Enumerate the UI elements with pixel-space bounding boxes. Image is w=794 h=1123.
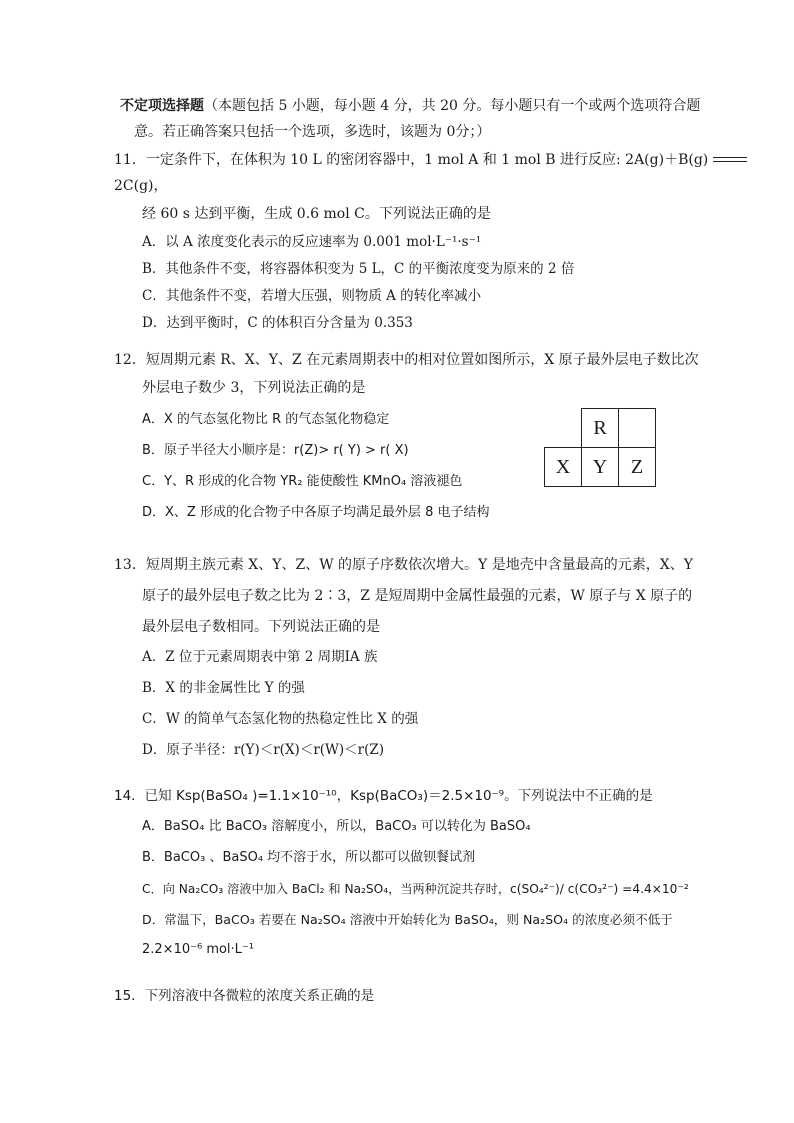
q11-option-a: A．以 A 浓度变化表示的反应速率为 0.001 mol·L⁻¹·s⁻¹ — [142, 234, 482, 250]
q11-stem-line2: 2C(g)， — [114, 178, 168, 194]
equilibrium-arrow-icon — [713, 155, 747, 165]
section-instructions-line2: 意。若正确答案只包括一个选项，多选时，该题为 0分；） — [134, 124, 491, 140]
q13-stem-line3: 最外层电子数相同。下列说法正确的是 — [142, 619, 380, 635]
q14-option-a: A．BaSO₄ 比 BaCO₃ 溶解度小，所以，BaCO₃ 可以转化为 BaSO₄ — [142, 819, 531, 834]
grid-cell-z: Z — [619, 448, 656, 487]
q14-option-d: D．常温下，BaCO₃ 若要在 Na₂SO₄ 溶液中开始转化为 BaSO₄，则 Na₂SO₄ 的浓度必须不低于 — [142, 912, 673, 927]
q11-option-b: B．其他条件不变，将容器体积变为 5 L，C 的平衡浓度变为原来的 2 倍 — [142, 261, 575, 277]
q12-stem-line2: 外层电子数少 3，下列说法正确的是 — [142, 380, 366, 396]
q12-stem: 12．短周期元素 R、X、Y、Z 在元素周期表中的相对位置如图所示，X 原子最外层电子数比次 — [114, 352, 699, 368]
q12-option-c: C．Y、R 形成的化合物 YR₂ 能使酸性 KMnO₄ 溶液褪色 — [142, 474, 463, 489]
q13-stem-line2: 原子的最外层电子数之比为 2∶3，Z 是短周期中金属性最强的元素，W 原子与 X 原子的 — [142, 588, 693, 604]
q13-option-d: D．原子半径：r(Y)＜r(X)＜r(W)＜r(Z) — [142, 742, 385, 758]
q13-option-b: B．X 的非金属性比 Y 的强 — [142, 680, 305, 696]
q14-option-d-line2: 2.2×10⁻⁶ mol·L⁻¹ — [142, 942, 254, 957]
q15-stem: 15．下列溶液中各微粒的浓度关系正确的是 — [114, 988, 375, 1004]
grid-empty-cell — [545, 409, 582, 448]
grid-cell-empty-top-right — [619, 409, 656, 448]
q13-stem: 13．短周期主族元素 X、Y、Z、W 的原子序数依次增大。Y 是地壳中含量最高的元素，X、Y — [114, 557, 693, 573]
q14-option-b: B．BaCO₃ 、BaSO₄ 均不溶于水，所以都可以做钡餐试剂 — [142, 850, 476, 865]
grid-cell-r: R — [582, 409, 619, 448]
q14-stem: 14．已知 Ksp(BaSO₄ )=1.1×10⁻¹⁰，Ksp(BaCO₃)＝2.5×10⁻⁹。下列说法中不正确的是 — [114, 788, 653, 804]
grid-cell-x: X — [545, 448, 582, 487]
q13-option-a: A．Z 位于元素周期表中第 2 周期ⅠA 族 — [142, 649, 378, 665]
periodic-table-figure — [544, 408, 656, 487]
q11-option-d: D．达到平衡时，C 的体积百分含量为 0.353 — [142, 315, 413, 331]
q13-option-c: C．W 的简单气态氢化物的热稳定性比 X 的强 — [142, 711, 419, 727]
q14-option-c: C．向 Na₂CO₃ 溶液中加入 BaCl₂ 和 Na₂SO₄，当两种沉淀共存时，c(SO₄²⁻)/ c(CO₃²⁻) =4.4×10⁻² — [142, 882, 689, 896]
q11-stem — [114, 150, 747, 170]
section-label: 不定项选择题 — [120, 98, 204, 114]
q11-stem-text: 11．一定条件下，在体积为 10 L 的密闭容器中，1 mol A 和 1 mol B 进行反应: 2A(g)＋B(g) — [114, 152, 709, 168]
q12-option-a: A．X 的气态氢化物比 R 的气态氢化物稳定 — [142, 412, 390, 427]
q11-stem-line3: 经 60 s 达到平衡，生成 0.6 mol C。下列说法正确的是 — [142, 206, 491, 222]
section-header — [120, 96, 700, 116]
q12-option-d: D．X、Z 形成的化合物子中各原子均满足最外层 8 电子结构 — [142, 505, 490, 520]
q11-option-c: C．其他条件不变，若增大压强，则物质 A 的转化率减小 — [142, 288, 482, 304]
q12-option-b: B．原子半径大小顺序是：r(Z)> r( Y) > r( X) — [142, 443, 409, 458]
section-instructions: （本题包括 5 小题，每小题 4 分，共 20 分。每小题只有一个或两个选项符合题 — [204, 98, 701, 114]
grid-cell-y: Y — [582, 448, 619, 487]
